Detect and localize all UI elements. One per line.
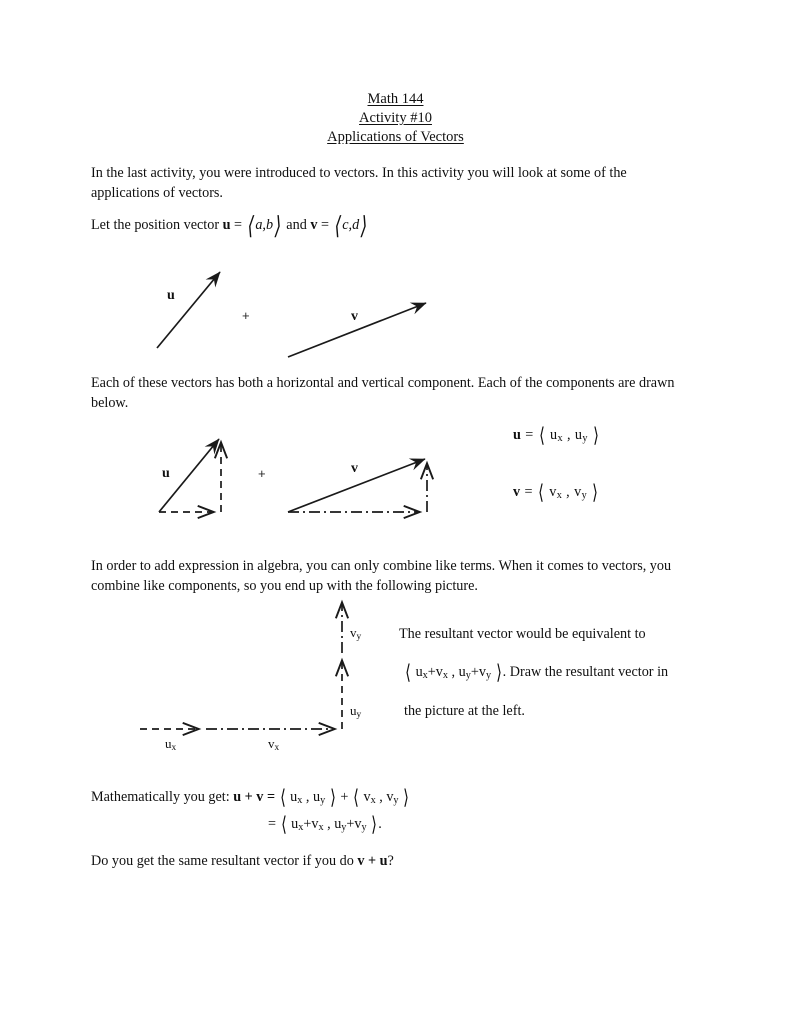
title-line-1: Math 144: [367, 91, 424, 107]
equals-1: =: [230, 217, 246, 233]
v-notation-symbol: v: [513, 484, 521, 500]
math-equals-2: =: [268, 816, 277, 832]
math-comma-1: ,: [305, 789, 310, 805]
title-line-3: Applications of Vectors: [327, 129, 464, 145]
components-paragraph: Each of these vectors has both a horizontal and vertical component. Each of the components are drawn below.: [91, 375, 675, 411]
diagram-3-label-uy: $u_y$: [350, 703, 362, 721]
math-u-y: $u_y$: [313, 789, 326, 807]
math-comma-3: ,: [327, 816, 331, 832]
math-v-y: $v_y$: [386, 789, 399, 807]
u-x-component-label: $u_x$: [550, 427, 564, 445]
title-line-2: Activity #10: [359, 110, 432, 126]
math-plus: +: [340, 789, 349, 805]
math-v-x: $v_x$: [363, 789, 376, 807]
closing-question: [91, 852, 691, 872]
math-period: .: [378, 816, 382, 832]
diagram-2-label-v: v: [351, 461, 358, 476]
math-block-line-1: Mathematically you get: u + v = ⟨ $u_x$ , $u_y$ ⟩ + ⟨ $v_x$ , $v_y$ ⟩: [91, 787, 409, 810]
v-y-component-label: $v_y$: [574, 484, 588, 502]
u-symbol: u: [222, 217, 231, 233]
v-components: c,d: [342, 217, 360, 233]
position-vector-lead: Let the position vector: [91, 217, 223, 233]
u-y-component-label: $u_y$: [574, 427, 588, 445]
v-x-component-label: $v_x$: [549, 484, 563, 502]
resultant-y-sum: $u_y+v_y$: [458, 664, 492, 682]
resultant-text-line-3: the picture at the left.: [404, 703, 525, 719]
comma-u: ,: [566, 427, 571, 443]
comma-result: ,: [451, 664, 456, 680]
u-components: a,b: [255, 217, 274, 233]
position-vector-line: Let the position vector u = ⟨a,b⟩ and v = ⟨c,d⟩: [91, 213, 368, 241]
diagram-3-label-vx: $v_x$: [268, 736, 280, 754]
resultant-text-line-2: ⟨ $u_x+v_x$ , $u_y+v_y$ ⟩. Draw the resultant vector in: [405, 662, 669, 685]
diagram-3-label-ux: $u_x$: [165, 736, 177, 754]
conjunction: and: [282, 217, 311, 233]
closing-question-lead: Do you get the same resultant vector if you do: [91, 853, 358, 869]
diagram-1-plus-sign: +: [242, 308, 250, 323]
diagram-3-label-vy: $v_y$: [350, 625, 362, 643]
diagram-2-plus-sign: +: [258, 466, 266, 481]
intro-paragraph: In the last activity, you were introduced to vectors. In this activity you will look at some of the applications of vectors.: [91, 165, 627, 201]
resultant-text-line-1: The resultant vector would be equivalent to: [399, 626, 646, 642]
diagram-2-label-u: u: [162, 466, 170, 481]
u-notation-symbol: u: [513, 427, 522, 443]
math-block-line-2: = ⟨ $u_x+v_x$ , $u_y+v_y$ ⟩.: [268, 814, 382, 837]
comma-v: ,: [566, 484, 571, 500]
v-component-notation: v = ⟨ $v_x$ , $v_y$ ⟩: [513, 482, 599, 505]
closing-question-vectors: v + u: [357, 853, 388, 869]
math-lead: Mathematically you get:: [91, 789, 230, 805]
v-notation-equals: =: [524, 484, 533, 500]
resultant-text-tail: . Draw the resultant vector in: [502, 664, 669, 680]
u-component-notation: u = ⟨ $u_x$ , $u_y$ ⟩: [513, 425, 600, 448]
diagram-1-label-u: u: [167, 288, 175, 303]
combine-components-paragraph: In order to add expression in algebra, you can only combine like terms. When it comes to vectors, you combine like components, so you end up with the following picture.: [91, 558, 672, 594]
math-lhs: u + v =: [233, 789, 276, 805]
equals-2: =: [317, 217, 333, 233]
closing-question-tail: ?: [387, 853, 394, 869]
math-sum-y: $u_y+v_y$: [334, 816, 367, 834]
resultant-x-sum: $u_x+v_x$: [415, 664, 448, 682]
diagram-1-label-v: v: [351, 309, 358, 324]
v-symbol: v: [310, 217, 318, 233]
math-sum-x: $u_x+v_x$: [291, 816, 324, 834]
math-u-x: $u_x$: [290, 789, 303, 807]
u-notation-equals: =: [525, 427, 534, 443]
math-comma-2: ,: [379, 789, 383, 805]
